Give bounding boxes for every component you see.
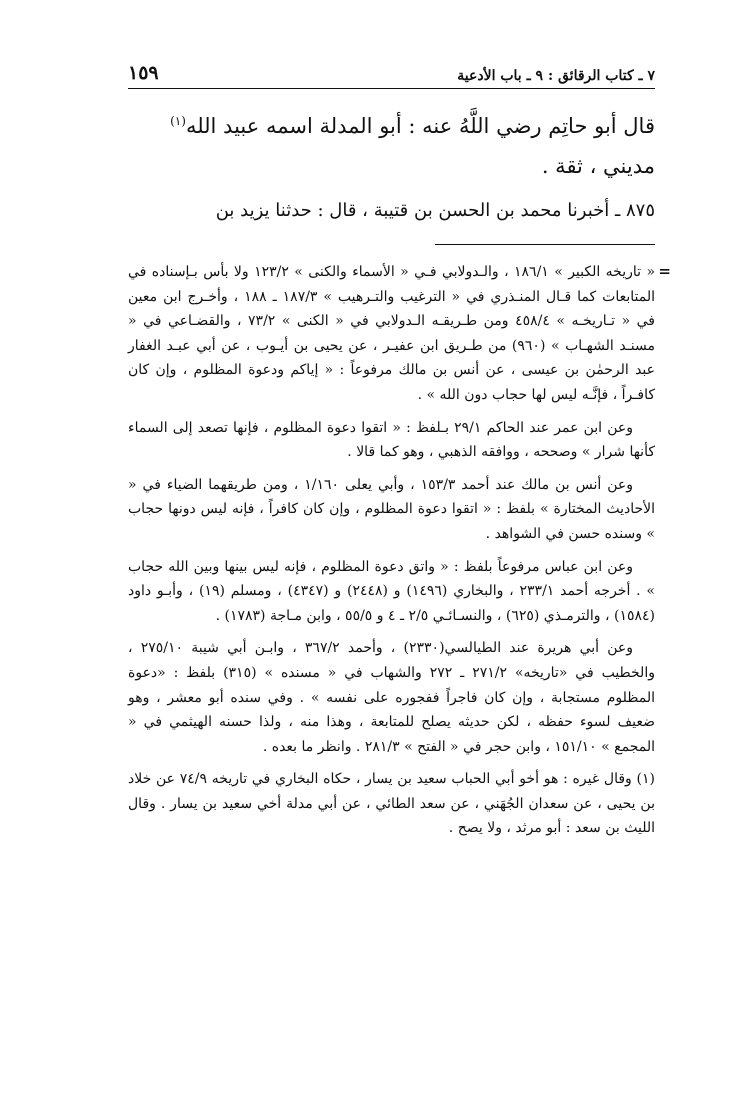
page-header [128,58,655,89]
footnote-continuation-mark: = [658,262,671,280]
main-paragraph-1-continuation: مديني ، ثقة . [541,154,655,178]
main-paragraph-1-text: قال أبو حاتِم رضي اللَّهُ عنه : أبو المدلة اسمه عبيد الله [185,114,655,138]
footnote-1: (١) وقال غيره : هو أخو أبي الحباب سعيد بن يسار ، حكاه البخاري في تاريخه ٧٤/٩ عن خلاد بن يحيى ، عن سعدان الجُهَني ، عن سعد الطائي ، عن أبي مدلة أخي سعيد بن يسار . وقال الليث بن سعد : أبو مرثد ، ولا يصح . [128,771,655,837]
main-paragraph-1 [128,106,655,186]
footnote-paragraph-ibn-umar: وعن ابن عمر عند الحاكم ٢٩/١ بـلفظ : « اتقوا دعوة المظلوم ، فإنها تصعد إلى السماء كأنها شرار » وصححه ، ووافقه الذهبي ، وهو كما قالا . [128,419,655,461]
page-number: ١٥٩ [128,62,159,84]
running-head: ٧ ـ كتاب الرقائق : ٩ ـ باب الأدعية [457,68,655,84]
footnote-continued-paragraph: « تاريخه الكبير » ١٨٦/١ ، والـدولابي فـي « الأسماء والكنى » ١٢٣/٢ ولا بأس بـإسناده في المتابعات كما قـال المنـذري في « الترغيب والتـرهيب » ١٨٧/٣ ـ ١٨٨ ، وأخـرج ابن معين في « تـاريخـه » ٤٥٨/٤ ومن طـريقـه الـدولابي في « الكنى » ٧٣/٢ ، والقضـاعي في « مسنـد الشهـاب » (٩٦٠) من طـريق ابن عفيـر ، عن يحيى بن أيـوب ، عن أبي عبـد الغفار عبد الرحمٰن بن عيسى ، عن أنس بن مالك مرفوعاً : « إياكم ودعوة المظلوم ، وإن كان كافـراً ، فإنَّـه ليس لها حجاب دون الله » . [128,264,656,403]
footnote-paragraph-ibn-abbas: وعن ابن عباس مرفوعاً بلفظ : « واتق دعوة المظلوم ، فإنه ليس بينها وبين الله حجاب » . أخرجه أحمد ٢٣٣/١ ، والبخاري (١٤٩٦) و (٢٤٤٨) و (٤٣٤٧) ، ومسلم (١٩) ، وأبـو داود (١٥٨٤) ، والترمـذي (٦٢٥) ، والنسـائـي ٢/٥ ـ ٤ و ٥٥/٥ ، وابن مـاجة (١٧٨٣) . [128,558,655,624]
hadith-875-opening: ٨٧٥ ـ أخبرنا محمد بن الحسن بن قتيبة ، قال : حدثنا يزيد بن [215,200,655,221]
footnote-separator [435,244,655,245]
footnote-reference: (١) [170,114,186,128]
main-text [128,106,655,226]
footnote-paragraph-anas: وعن أنس بن مالك عند أحمد ١٥٣/٣ ، وأبي يعلى ١/١٦٠ ، ومن طريقهما الضياء في « الأحاديث المختارة » بلفظ : « اتقوا دعوة المظلوم ، وإن كان كافراً ، فإنه ليس دونها حجاب » وسنده حسن في الشواهد . [128,476,655,542]
footnotes-section [128,260,655,849]
footnote-paragraph-abu-hurayra: وعن أبي هريرة عند الطيالسي(٢٣٣٠) ، وأحمد ٣٦٧/٢ ، وابـن أبي شيبة ٢٧٥/١٠ ، والخطيب في «تاريخه» ٢٧١/٢ ـ ٢٧٢ والشهاب في « مسنده » (٣١٥) بلفظ : «دعوة المظلوم مستجابة ، وإن كان فاجراً ففجوره على نفسه » . وفي سنده أبو معشر ، وهو ضعيف لسوء حفظه ، لكن حديثه يصلح للمتابعة ، وهذا منه ، ولذا حسنه الهيثمي في « المجمع » ١٥١/١٠ ، وابن حجر في « الفتح » ٢٨١/٣ . وانظر ما بعده . [128,640,655,755]
